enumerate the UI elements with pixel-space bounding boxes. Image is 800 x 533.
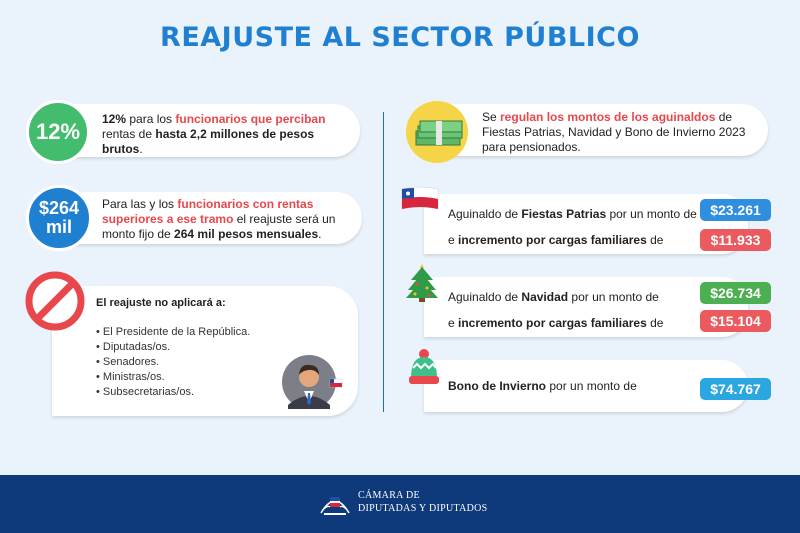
exclusions-heading: El reajuste no aplicará a: [96,297,226,309]
list-item: • Subsecretarias/os. [96,386,195,398]
list-item: • Diputadas/os. [96,341,171,353]
item1-text: 12% para los funcionarios que perciban rentas de hasta 2,2 millones de pesos brutos. [102,112,326,156]
percent-circle: 12% [26,100,90,164]
amount-circle: $264 mil [26,185,92,251]
official-avatar-icon [282,355,344,409]
navidad-line2: e incremento por cargas familiares de [448,316,664,330]
money-stack-icon [406,101,468,163]
aguinaldos-intro-card [440,104,768,156]
winter-hat-icon [407,348,441,386]
invierno-amount-badge: $74.767 [700,378,771,400]
list-item: • El Presidente de la República. [96,326,251,338]
chamber-line1: CÁMARA DE [358,490,420,501]
item2-text: Para las y los funcionarios con rentas superiores a ese tramo el reajuste será un monto fijo de 264 mil pesos mensuales. [102,197,336,241]
item-264-mil [62,192,362,244]
list-item: • Senadores. [96,356,160,368]
item-12-percent [62,104,360,157]
page-title: REAJUSTE AL SECTOR PÚBLICO [160,22,640,53]
fiestas-amount-badge: $23.261 [700,199,771,221]
chamber-logo-text [358,489,488,515]
chamber-seal-icon [318,487,352,519]
navidad-increment-badge: $15.104 [700,310,771,332]
footer [0,475,800,533]
chamber-line2: DIPUTADAS Y DIPUTADOS [358,503,488,514]
fiestas-line1: Aguinaldo de Fiestas Patrias por un monto de [448,207,697,221]
intro-text: Se regulan los montos de los aguinaldos de Fiestas Patrias, Navidad y Bono de Invierno 2023 para pensionados. [482,110,746,154]
column-divider [383,112,384,412]
prohibited-icon [24,270,86,332]
list-item: • Ministras/os. [96,371,165,383]
invierno-line1: Bono de Invierno por un monto de [448,379,637,393]
fiestas-line2: e incremento por cargas familiares de [448,233,664,247]
chile-flag-icon [400,185,440,215]
navidad-amount-badge: $26.734 [700,282,771,304]
christmas-tree-icon [405,262,439,302]
navidad-line1: Aguinaldo de Navidad por un monto de [448,290,659,304]
fiestas-increment-badge: $11.933 [700,229,771,251]
